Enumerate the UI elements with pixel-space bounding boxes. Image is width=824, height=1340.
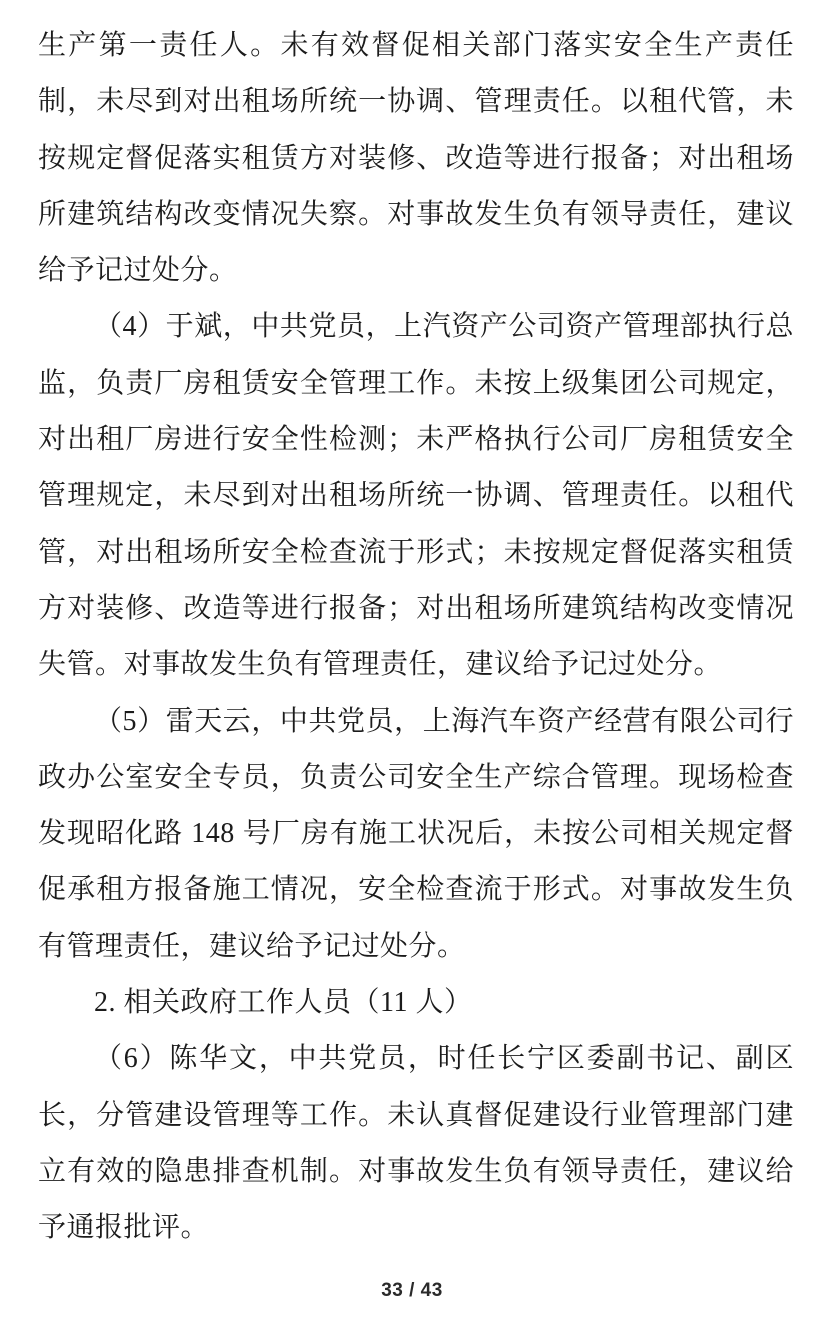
paragraph: （4）于斌，中共党员，上汽资产公司资产管理部执行总监，负责厂房租赁安全管理工作。未按上级集团公司规定，对出租厂房进行安全性检测；未严格执行公司厂房租赁安全管理规定，未尽到对出租场所统一协调、管理责任。以租代管，对出租场所安全检查流于形式；未按规定督促落实租赁方对装修、改造等进行报备；对出租场所建筑结构改变情况失管。对事故发生负有管理责任，建议给予记过处分。 bbox=[38, 311, 794, 681]
paragraph: 2. 相关政府工作人员（11 人） bbox=[94, 987, 473, 1019]
page-indicator: 33 / 43 bbox=[381, 1280, 443, 1301]
paragraph: （5）雷天云，中共党员，上海汽车资产经营有限公司行政办公室安全专员，负责公司安全生产综合管理。现场检查发现昭化路 148 号厂房有施工状况后，未按公司相关规定督促承租方报备施工情况，安全检查流于形式。对事故发生负有管理责任，建议给予记过处分。 bbox=[38, 705, 794, 962]
paragraph: （6）陈华文，中共党员，时任长宁区委副书记、副区长，分管建设管理等工作。未认真督促建设行业管理部门建立有效的隐患排查机制。对事故发生负有领导责任，建议给予通报批评。 bbox=[38, 1043, 794, 1244]
paragraph: 生产第一责任人。未有效督促相关部门落实安全生产责任制，未尽到对出租场所统一协调、管理责任。以租代管，未按规定督促落实租赁方对装修、改造等进行报备；对出租场所建筑结构改变情况失察。对事故发生负有领导责任，建议给予记过处分。 bbox=[38, 30, 794, 287]
